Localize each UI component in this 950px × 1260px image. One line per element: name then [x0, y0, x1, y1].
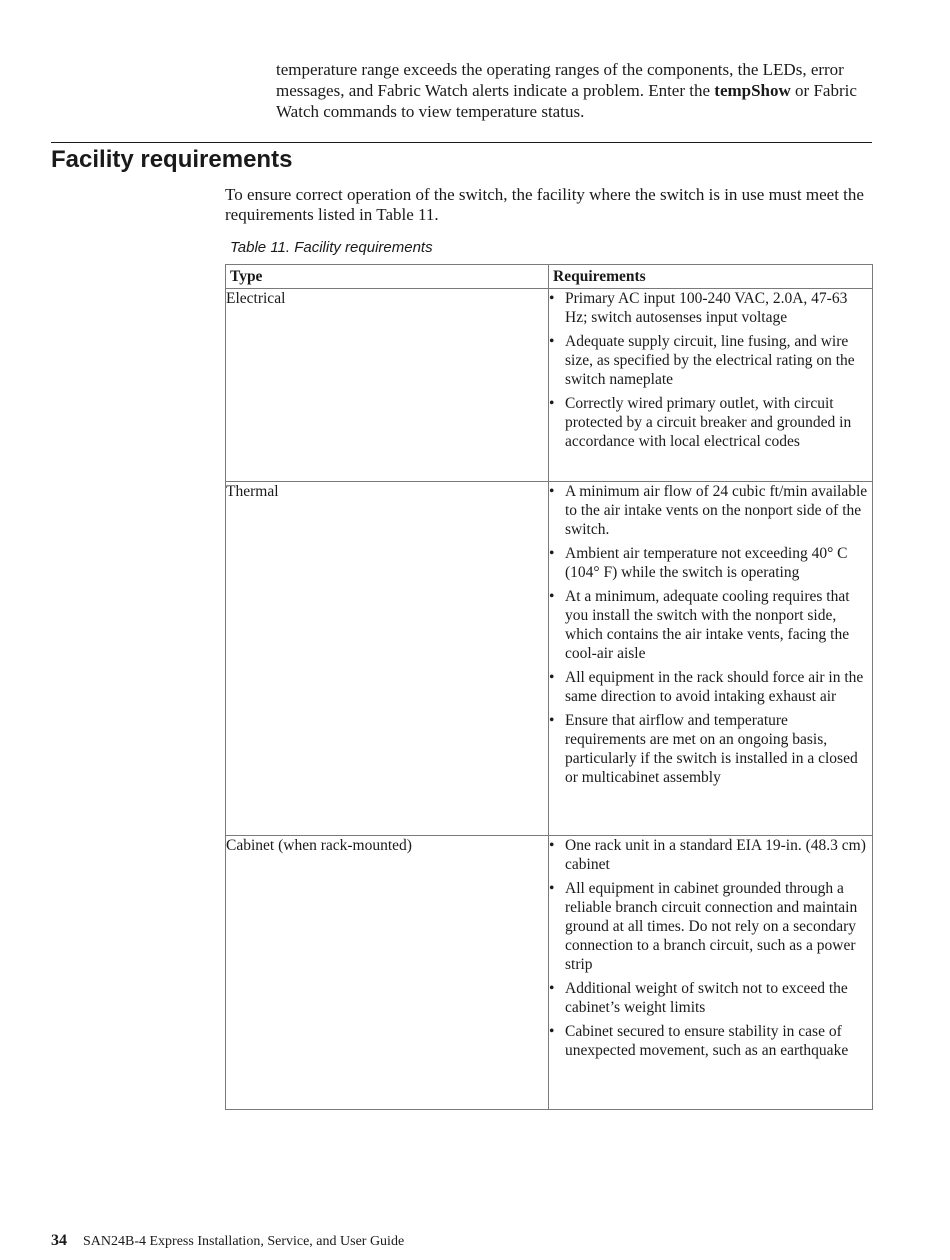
- section-divider: [51, 142, 872, 143]
- table-row-thermal: [226, 482, 873, 836]
- facility-requirements-table: [225, 264, 873, 1110]
- requirements-cell-cabinet: [549, 836, 873, 1110]
- requirement-item: • Adequate supply circuit, line fusing, and wire size, as specified by the electrical rating on the switch nameplate: [549, 332, 872, 389]
- requirements-list: [549, 482, 872, 787]
- table-caption: Table 11. Facility requirements: [230, 239, 433, 256]
- requirement-item: • One rack unit in a standard EIA 19-in. (48.3 cm) cabinet: [549, 836, 872, 874]
- page-number: 34: [51, 1232, 67, 1249]
- column-header-type: Type: [226, 265, 549, 289]
- requirement-item: • All equipment in the rack should force air in the same direction to avoid intaking exhaust air: [549, 668, 872, 706]
- table-row-cabinet: [226, 836, 873, 1110]
- requirement-item: • Ambient air temperature not exceeding 40° C (104° F) while the switch is operating: [549, 544, 872, 582]
- requirements-list: [549, 289, 872, 451]
- type-cell-cabinet: Cabinet (when rack-mounted): [226, 836, 549, 1110]
- requirement-item: • Cabinet secured to ensure stability in case of unexpected movement, such as an earthquake: [549, 1022, 872, 1060]
- requirement-item: • Correctly wired primary outlet, with circuit protected by a circuit breaker and grounded in accordance with local electrical codes: [549, 394, 872, 451]
- requirement-item: • Ensure that airflow and temperature requirements are met on an ongoing basis, particularly if the switch is installed in a closed or multicabinet assembly: [549, 711, 872, 787]
- table-row-electrical: [226, 289, 873, 482]
- tempshow-command: tempShow: [714, 81, 791, 100]
- page-footer: [51, 1232, 404, 1251]
- requirement-item: • At a minimum, adequate cooling requires that you install the switch with the nonport side, which contains the air intake vents, facing the cool-air aisle: [549, 587, 872, 663]
- type-cell-electrical: Electrical: [226, 289, 549, 482]
- requirement-item: • Additional weight of switch not to exceed the cabinet’s weight limits: [549, 979, 872, 1017]
- requirements-cell-electrical: [549, 289, 873, 482]
- requirement-item: • All equipment in cabinet grounded through a reliable branch circuit connection and maintain ground at all times. Do not rely on a secondary connection to a branch circuit, such as a power strip: [549, 879, 872, 974]
- requirements-cell-thermal: [549, 482, 873, 836]
- intro-paragraph: [276, 59, 876, 122]
- book-title: SAN24B-4 Express Installation, Service, and User Guide: [83, 1234, 405, 1249]
- type-cell-thermal: Thermal: [226, 482, 549, 836]
- requirements-list: [549, 836, 872, 1060]
- requirement-item: • Primary AC input 100-240 VAC, 2.0A, 47-63 Hz; switch autosenses input voltage: [549, 289, 872, 327]
- intro-text-before: temperature range exceeds the operating ranges of the components, the LEDs, error messages, and Fabric Watch alerts indicate a problem. Enter the: [276, 60, 844, 100]
- intro-text-after: or Fabric Watch commands to view temperature status.: [276, 81, 857, 121]
- section-lead-paragraph: To ensure correct operation of the switch, the facility where the switch is in use must meet the requirements listed in Table 11.: [225, 185, 864, 224]
- requirement-item: • A minimum air flow of 24 cubic ft/min available to the air intake vents on the nonport side of the switch.: [549, 482, 872, 539]
- table-header-row: [226, 265, 873, 289]
- section-title: Facility requirements: [51, 146, 293, 173]
- column-header-requirements: Requirements: [549, 265, 873, 289]
